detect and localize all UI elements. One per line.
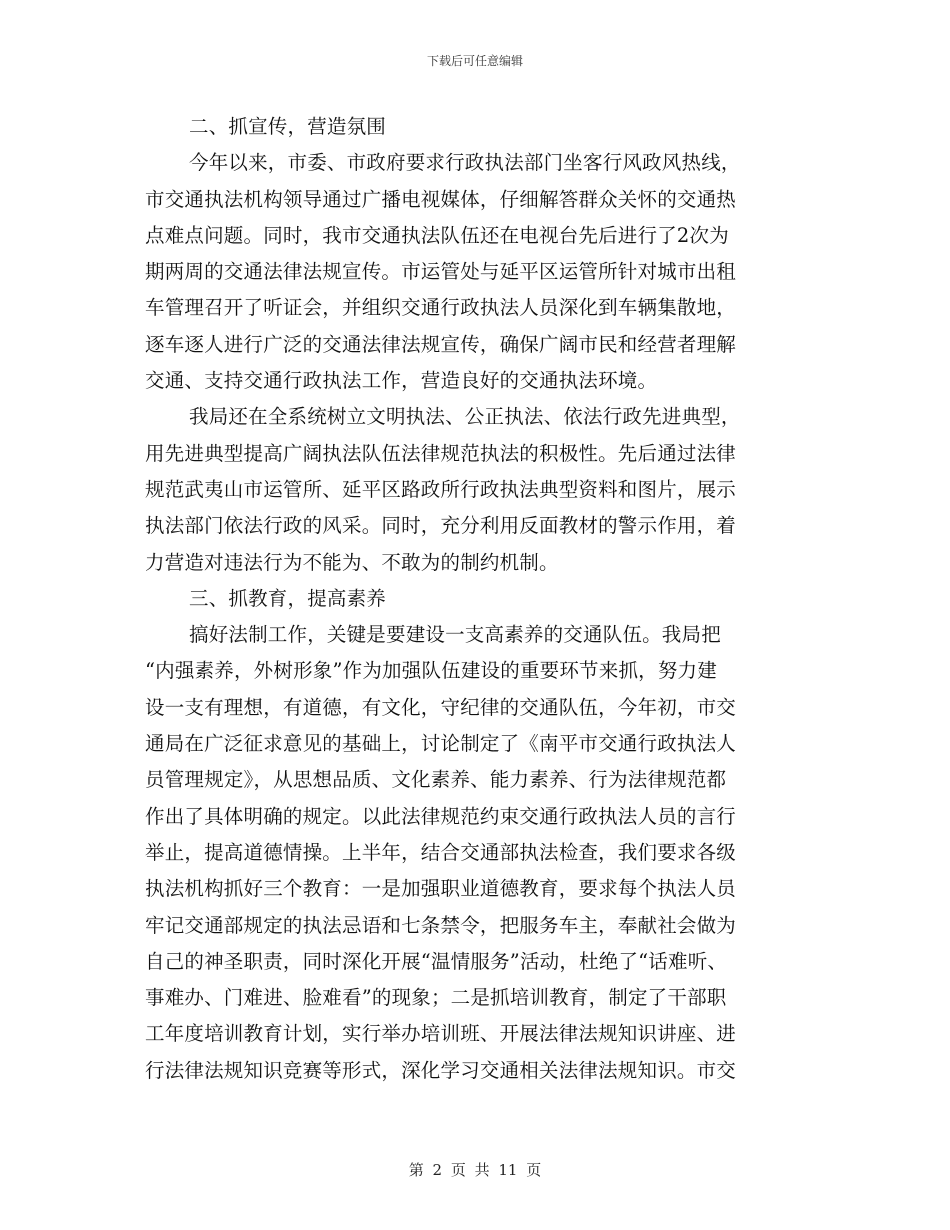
paragraph-line: 车管理召开了听证会，并组织交通行政执法人员深化到车辆集散地， <box>145 296 737 320</box>
section-heading-publicity: 二、抓宣传，营造氛围 <box>189 115 387 138</box>
paragraph-line: 逐车逐人进行广泛的交通法律法规宣传，确保广阔市民和经营者理解 <box>145 332 737 356</box>
paragraph-line: 牢记交通部规定的执法忌语和七条禁令，把服务车主，奉献社会做为 <box>145 913 737 937</box>
paragraph-line: 设一支有理想，有道德，有文化，守纪律的交通队伍，今年初，市交 <box>145 695 737 719</box>
paragraph-line: 执法部门依法行政的风采。同时，充分利用反面教材的警示作用，着 <box>145 514 737 538</box>
paragraph-line: 举止，提高道德情操。上半年，结合交通部执法检查，我们要求各级 <box>145 840 737 864</box>
paragraph-line: 今年以来，市委、市政府要求行政执法部门坐客行风政风热线， <box>189 151 741 175</box>
paragraph-line: 点难点问题。同时，我市交通执法队伍还在电视台先后进行了2次为 <box>145 223 729 247</box>
paragraph-line: 执法机构抓好三个教育：一是加强职业道德教育，要求每个执法人员 <box>145 877 737 901</box>
paragraph-line: 市交通执法机构领导通过广播电视媒体，仔细解答群众关怀的交通热 <box>145 187 737 211</box>
page-header: 下载后可任意编辑 <box>426 54 523 68</box>
page-number-footer: 第 2 页 共 11 页 <box>408 1161 542 1179</box>
paragraph-line: 用先进典型提高广阔执法队伍法律规范执法的积极性。先后通过法律 <box>145 441 737 465</box>
document-body <box>145 109 805 1089</box>
paragraph-line: 通局在广泛征求意见的基础上，讨论制定了《南平市交通行政执法人 <box>145 732 737 756</box>
paragraph-line: 我局还在全系统树立文明执法、公正执法、依法行政先进典型， <box>189 405 741 429</box>
paragraph-line: 期两周的交通法律法规宣传。市运管处与延平区运管所针对城市出租 <box>145 260 737 284</box>
paragraph-line: 自己的神圣职责，同时深化开展“温情服务”活动，杜绝了“话难听、 <box>145 949 728 973</box>
paragraph-line: 搞好法制工作，关键是要建设一支高素养的交通队伍。我局把 <box>189 623 721 647</box>
paragraph-line: 工年度培训教育计划，实行举办培训班、开展法律法规知识讲座、进 <box>145 1022 737 1046</box>
paragraph-line: 行法律法规知识竞赛等形式，深化学习交通相关法律法规知识。市交 <box>145 1058 737 1082</box>
paragraph-line: 事难办、门难进、脸难看”的现象；二是抓培训教育，制定了干部职 <box>145 986 727 1010</box>
paragraph-line: 力营造对违法行为不能为、不敢为的制约机制。 <box>145 550 559 574</box>
paragraph-line: 交通、支持交通行政执法工作，营造良好的交通执法环境。 <box>145 369 658 393</box>
paragraph-line: 作出了具体明确的规定。以此法律规范约束交通行政执法人员的言行 <box>145 804 737 828</box>
paragraph-line: 规范武夷山市运管所、延平区路政所行政执法典型资料和图片，展示 <box>145 477 737 501</box>
paragraph-line: 员管理规定》，从思想品质、文化素养、能力素养、行为法律规范都 <box>145 768 727 792</box>
section-heading-education: 三、抓教育，提高素养 <box>189 586 387 610</box>
paragraph-line: “内强素养，外树形象”作为加强队伍建设的重要环节来抓，努力建 <box>145 659 717 683</box>
